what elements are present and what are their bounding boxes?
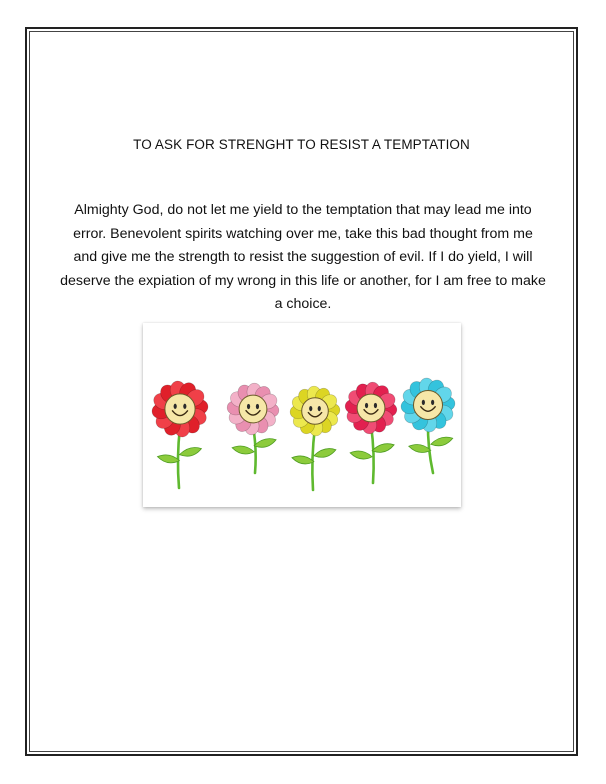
yellow-flower bbox=[289, 385, 341, 490]
cyan-flower bbox=[399, 376, 457, 473]
eye-right bbox=[318, 406, 321, 411]
page-title: TO ASK FOR STRENGHT TO RESIST A TEMPTATION bbox=[133, 137, 470, 152]
eye-left bbox=[365, 403, 368, 408]
leaf-left bbox=[409, 444, 431, 452]
stem bbox=[312, 427, 315, 490]
eye-right bbox=[183, 404, 186, 409]
leaf-right bbox=[254, 439, 276, 448]
leaf-right bbox=[431, 437, 453, 446]
flowers-illustration bbox=[143, 323, 461, 507]
red-flower bbox=[149, 378, 211, 488]
leaf-left bbox=[157, 455, 179, 463]
flower-face bbox=[357, 394, 385, 422]
pink-flower bbox=[225, 381, 281, 473]
leaf-left bbox=[232, 446, 254, 454]
leaf-right bbox=[372, 444, 394, 453]
flower-face bbox=[302, 398, 329, 425]
leaf-left bbox=[350, 451, 372, 459]
flower-face bbox=[414, 391, 443, 420]
flowers-svg bbox=[143, 323, 461, 507]
magenta-flower bbox=[343, 380, 399, 483]
eye-left bbox=[174, 404, 177, 409]
eye-left bbox=[247, 404, 250, 409]
flower-face bbox=[165, 394, 195, 424]
eye-right bbox=[256, 404, 259, 409]
prayer-paragraph: Almighty God, do not let me yield to the temptation that may lead me into error. Benevolent spirits watching over me, take this bad thought from me and give me the strength to resist the suggestion of evil. If I do yield, I will deserve the expiation of my wrong in this life or another, for I am free to make a choice. bbox=[60, 202, 546, 313]
eye-right bbox=[374, 403, 377, 408]
eye-left bbox=[309, 406, 312, 411]
leaf-right bbox=[179, 447, 201, 456]
leaf-left bbox=[292, 456, 314, 464]
flower-face bbox=[239, 395, 267, 423]
eye-right bbox=[431, 400, 434, 405]
eye-left bbox=[422, 400, 425, 405]
leaf-right bbox=[314, 449, 336, 458]
